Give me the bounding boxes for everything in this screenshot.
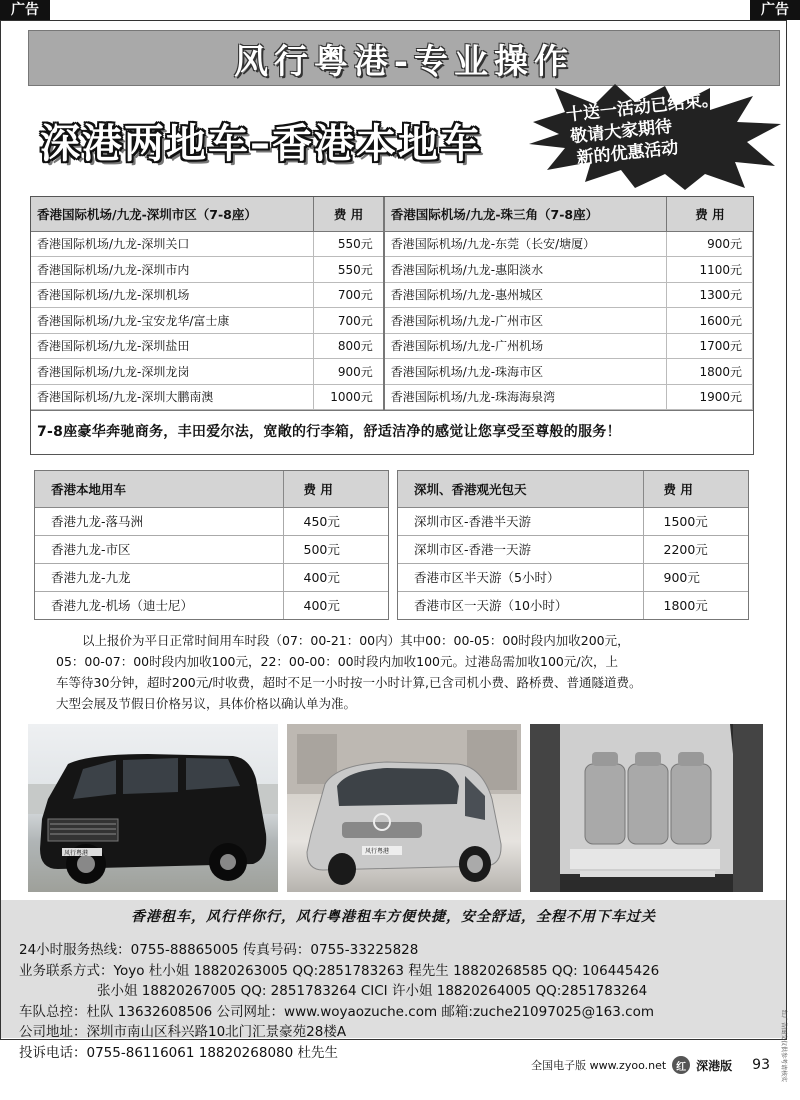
ad-label-left: 广告 bbox=[0, 0, 50, 20]
table-row bbox=[35, 535, 388, 563]
promo-line: 敬请大家期待 bbox=[569, 116, 674, 148]
table-header-row bbox=[35, 471, 388, 507]
business-contact-line: 张小姐 18820267005 QQ: 2851783264 CICI 许小姐 18820264005 QQ:2851783264 bbox=[97, 983, 648, 999]
price-cell: 1600元 bbox=[667, 308, 753, 334]
sightseeing-table bbox=[397, 470, 749, 620]
service-note: 7-8座豪华奔驰商务，丰田爱尔法，宽敞的行李箱，舒适洁净的感觉让您享受至尊般的服务！ bbox=[31, 410, 753, 454]
note-line: 大型会展及节假日价格另议，具体价格以确认单为准。 bbox=[56, 696, 357, 711]
fee-header: 费 用 bbox=[643, 471, 748, 507]
note-line: 05：00-07：00时段内加收100元，22：00-00：00时段内加收100元。过港岛需加收100元/次，上 bbox=[56, 654, 619, 669]
left-route-header: 香港国际机场/九龙-深圳市区（7-8座） bbox=[31, 197, 314, 231]
table-header-row bbox=[398, 471, 748, 507]
table-row bbox=[31, 359, 753, 385]
main-title: 深港两地车–香港本地车 bbox=[40, 121, 482, 167]
table-row bbox=[398, 591, 748, 619]
plate-text: 风行粤港 bbox=[64, 850, 89, 857]
price-cell: 1000元 bbox=[314, 384, 384, 410]
price-cell: 1900元 bbox=[667, 384, 753, 410]
route-cell: 香港市区一天游（10小时） bbox=[398, 591, 643, 619]
price-cell: 900元 bbox=[643, 563, 748, 591]
fee-header: 费 用 bbox=[283, 471, 388, 507]
promo-line: 十送一活动已结束。 bbox=[565, 89, 720, 126]
red-badge-icon: 红 bbox=[672, 1056, 690, 1074]
table-row bbox=[31, 308, 753, 334]
table-row bbox=[35, 591, 388, 619]
fleet-contact-line: 车队总控：杜队 13632608506 公司网址：www.woyaozuche.com 邮箱:zuche21097025@163.com bbox=[19, 1003, 654, 1020]
page-number: 93 bbox=[752, 1057, 770, 1073]
route-cell: 香港国际机场/九龙-惠阳淡水 bbox=[384, 257, 667, 283]
price-cell: 900元 bbox=[314, 359, 384, 385]
table-row bbox=[35, 507, 388, 535]
price-cell: 550元 bbox=[314, 257, 384, 283]
price-cell: 400元 bbox=[303, 598, 340, 614]
route-header: 香港本地用车 bbox=[35, 471, 283, 507]
ad-label-right: 广告 bbox=[750, 0, 800, 20]
route-cell: 深圳市区-香港一天游 bbox=[398, 535, 643, 563]
price-cell: 1100元 bbox=[667, 257, 753, 283]
route-cell: 香港九龙-九龙 bbox=[35, 563, 283, 591]
promo-line: 新的优惠活动 bbox=[575, 138, 680, 169]
business-contact-line: 业务联系方式：Yoyo 杜小姐 18820263005 QQ:2851783263 程先生 18820268585 QQ: 106445426 bbox=[19, 962, 660, 979]
table-row bbox=[398, 507, 748, 535]
table-row bbox=[35, 563, 388, 591]
route-cell: 香港九龙-市区 bbox=[35, 535, 283, 563]
route-cell: 香港国际机场/九龙-深圳大鹏南澳 bbox=[31, 384, 314, 410]
table-row bbox=[31, 333, 753, 359]
hotline-line: 24小时服务热线：0755-88865005 传真号码：0755-33225828 bbox=[19, 942, 419, 958]
photo-silver-mpv bbox=[287, 724, 521, 892]
route-cell: 香港九龙-落马洲 bbox=[35, 507, 283, 535]
route-cell: 香港国际机场/九龙-深圳龙岗 bbox=[31, 359, 314, 385]
address-line: 公司地址：深圳市南山区科兴路10北门汇景豪苑28楼A bbox=[19, 1024, 347, 1040]
route-cell: 深圳市区-香港半天游 bbox=[398, 507, 643, 535]
table-row bbox=[398, 535, 748, 563]
table-row bbox=[31, 231, 753, 257]
price-cell: 1300元 bbox=[667, 282, 753, 308]
photo-black-mpv bbox=[28, 724, 278, 892]
note-line: 车等待30分钟，超时200元/时收费，超时不足一小时按一小时计算,已含司机小费、路桥费、普通隧道费。 bbox=[56, 675, 642, 690]
top-banner bbox=[28, 30, 780, 86]
route-cell: 香港国际机场/九龙-广州市区 bbox=[384, 308, 667, 334]
route-cell: 香港市区半天游（5小时） bbox=[398, 563, 643, 591]
table-row bbox=[31, 257, 753, 283]
slogan: 香港租车，风行伴你行，风行粤港租车方便快捷，安全舒适，全程不用下车过关 bbox=[131, 909, 656, 925]
right-route-header: 香港国际机场/九龙-珠三角（7-8座） bbox=[384, 197, 667, 231]
route-cell: 香港国际机场/九龙-广州机场 bbox=[384, 333, 667, 359]
route-cell: 香港国际机场/九龙-深圳关口 bbox=[31, 231, 314, 257]
route-cell: 香港国际机场/九龙-深圳市内 bbox=[31, 257, 314, 283]
photo-interior bbox=[530, 724, 763, 892]
route-cell: 香港国际机场/九龙-珠海市区 bbox=[384, 359, 667, 385]
route-cell: 香港国际机场/九龙-深圳盐田 bbox=[31, 333, 314, 359]
airport-price-table bbox=[30, 196, 754, 455]
plate-text: 风行粤港 bbox=[365, 848, 390, 855]
table-row bbox=[31, 282, 753, 308]
price-cell: 1800元 bbox=[663, 598, 708, 614]
silver-mpv-icon bbox=[287, 724, 521, 892]
left-fee-header: 费 用 bbox=[314, 197, 384, 231]
price-cell: 800元 bbox=[314, 333, 384, 359]
contact-info bbox=[19, 940, 659, 1063]
price-cell: 900元 bbox=[667, 231, 753, 257]
price-cell: 1500元 bbox=[643, 507, 748, 535]
banner-title: 风行粤港-专业操作 bbox=[233, 41, 575, 82]
price-cell: 2200元 bbox=[643, 535, 748, 563]
route-cell: 香港九龙-机场（迪士尼） bbox=[35, 591, 283, 619]
price-cell: 700元 bbox=[314, 308, 384, 334]
note-line: 以上报价为平日正常时间用车时段（07：00-21：00内）其中00：00-05：00时段内加收200元， bbox=[82, 633, 630, 648]
page-footer bbox=[531, 1056, 770, 1074]
route-cell: 香港国际机场/九龙-珠海海泉湾 bbox=[384, 384, 667, 410]
table-header-row bbox=[31, 197, 753, 231]
table-row bbox=[31, 384, 753, 410]
price-cell: 1800元 bbox=[667, 359, 753, 385]
price-cell: 500元 bbox=[283, 535, 388, 563]
price-cell: 550元 bbox=[314, 231, 384, 257]
price-cell: 700元 bbox=[314, 282, 384, 308]
price-cell: 1700元 bbox=[667, 333, 753, 359]
price-cell: 400元 bbox=[283, 563, 388, 591]
route-cell: 香港国际机场/九龙-东莞（长安/塘厦） bbox=[384, 231, 667, 257]
van-interior-icon bbox=[530, 724, 763, 892]
route-cell: 香港国际机场/九龙-宝安龙华/富士康 bbox=[31, 308, 314, 334]
pricing-notes bbox=[56, 630, 756, 714]
edition-label: 深港版 bbox=[696, 1058, 733, 1073]
side-disclaimer: 红广告图文仅供参考请核实 bbox=[780, 1010, 787, 1083]
price-cell: 450元 bbox=[283, 507, 388, 535]
hk-local-table bbox=[34, 470, 389, 620]
route-cell: 香港国际机场/九龙-深圳机场 bbox=[31, 282, 314, 308]
route-header: 深圳、香港观光包天 bbox=[398, 471, 643, 507]
black-mpv-icon bbox=[28, 724, 278, 892]
complaint-line: 投诉电话：0755-86116061 18820268080 杜先生 bbox=[19, 1044, 339, 1061]
route-cell: 香港国际机场/九龙-惠州城区 bbox=[384, 282, 667, 308]
right-fee-header: 费 用 bbox=[667, 197, 753, 231]
site-link[interactable]: 全国电子版 www.zyoo.net bbox=[531, 1059, 667, 1072]
table-row bbox=[398, 563, 748, 591]
